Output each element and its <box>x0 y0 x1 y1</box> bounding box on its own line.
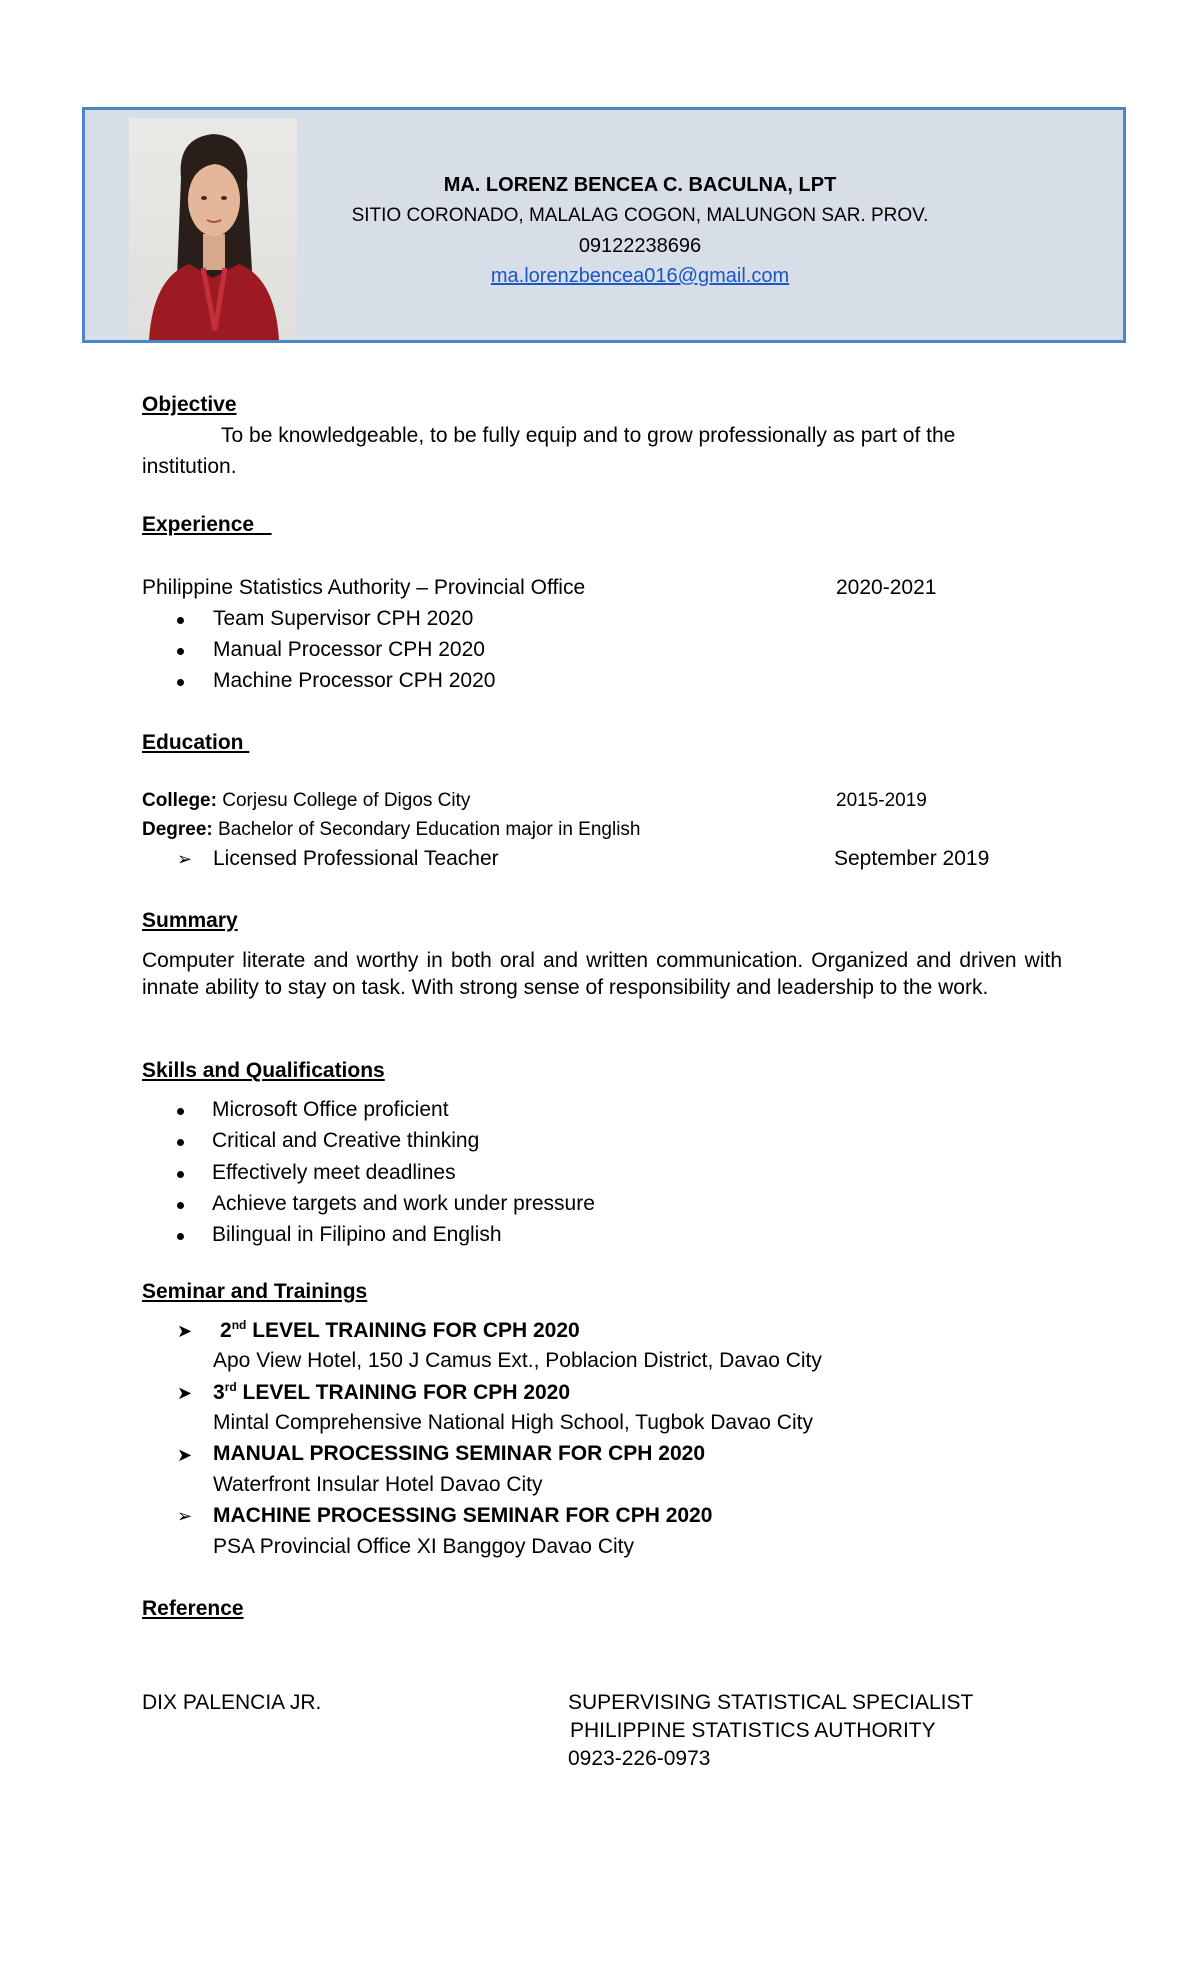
phone-number: 09122238696 <box>578 235 702 257</box>
bullet-icon <box>177 1202 184 1209</box>
reference-heading: Reference <box>142 1597 244 1620</box>
seminars-heading: Seminar and Trainings <box>142 1280 368 1303</box>
experience-employer: Philippine Statistics Authority – Provincial Office <box>142 576 586 599</box>
skill-item: Microsoft Office proficient <box>212 1098 449 1121</box>
objective-line-1: To be knowledgeable, to be fully equip and to grow professionally as part of the <box>221 424 956 447</box>
bullet-icon <box>177 1139 184 1146</box>
experience-role: Machine Processor CPH 2020 <box>213 669 496 692</box>
seminar-title: MANUAL PROCESSING SEMINAR FOR CPH 2020 <box>213 1442 706 1465</box>
skill-item: Bilingual in Filipino and English <box>212 1223 502 1246</box>
skill-item: Achieve targets and work under pressure <box>212 1192 595 1215</box>
license-date: September 2019 <box>834 847 990 870</box>
education-degree: Degree: Bachelor of Secondary Education major in English <box>142 819 641 840</box>
bullet-icon <box>177 1108 184 1115</box>
bullet-icon <box>177 1171 184 1178</box>
objective-heading: Objective <box>142 393 237 416</box>
reference-agency: PHILIPPINE STATISTICS AUTHORITY <box>570 1719 936 1742</box>
summary-text: Computer literate and worthy in both oral and written communication. Organized and driven with innate ability to stay on task. With strong sense of responsibility and leadership to the work. <box>142 949 1062 999</box>
reference-name: DIX PALENCIA JR. <box>142 1691 322 1714</box>
arrow-bullet-icon: ➢ <box>177 1506 193 1526</box>
experience-role: Team Supervisor CPH 2020 <box>213 607 474 630</box>
skill-item: Critical and Creative thinking <box>212 1129 480 1152</box>
skill-item: Effectively meet deadlines <box>212 1161 456 1184</box>
objective-line-2: institution. <box>142 455 237 478</box>
bullet-icon <box>177 679 184 686</box>
education-years: 2015-2019 <box>836 790 927 811</box>
seminar-title: MACHINE PROCESSING SEMINAR FOR CPH 2020 <box>213 1504 713 1527</box>
arrow-bullet-icon: ➤ <box>177 1445 193 1465</box>
seminar-venue: Waterfront Insular Hotel Davao City <box>213 1473 543 1496</box>
bullet-icon <box>177 617 184 624</box>
seminar-title: 2nd LEVEL TRAINING FOR CPH 2020 <box>220 1318 580 1342</box>
license: Licensed Professional Teacher <box>213 847 499 870</box>
seminar-venue: Mintal Comprehensive National High School, Tugbok Davao City <box>213 1411 813 1434</box>
address: SITIO CORONADO, MALALAG COGON, MALUNGON SAR. PROV. <box>351 205 929 226</box>
full-name: MA. LORENZ BENCEA C. BACULNA, LPT <box>443 174 837 196</box>
education-heading: Education <box>142 731 244 754</box>
profile-photo <box>129 118 297 340</box>
skills-heading: Skills and Qualifications <box>142 1059 385 1082</box>
bullet-icon <box>177 1233 184 1240</box>
arrow-bullet-icon: ➤ <box>177 1383 193 1403</box>
arrow-bullet-icon: ➤ <box>177 1321 193 1341</box>
experience-heading: Experience <box>142 513 255 536</box>
reference-phone: 0923-226-0973 <box>568 1747 711 1770</box>
email-link[interactable]: ma.lorenzbencea016@gmail.com <box>490 265 790 287</box>
bullet-icon <box>177 648 184 655</box>
arrow-bullet-icon: ➢ <box>177 849 193 869</box>
seminar-venue: PSA Provincial Office XI Banggoy Davao City <box>213 1535 634 1558</box>
experience-years: 2020-2021 <box>836 576 937 599</box>
summary-heading: Summary <box>142 909 238 932</box>
experience-role: Manual Processor CPH 2020 <box>213 638 485 661</box>
reference-position: SUPERVISING STATISTICAL SPECIALIST <box>568 1691 974 1714</box>
seminar-title: 3rd LEVEL TRAINING FOR CPH 2020 <box>213 1380 571 1404</box>
education-college: College: Corjesu College of Digos City <box>142 790 471 811</box>
seminar-venue: Apo View Hotel, 150 J Camus Ext., Poblacion District, Davao City <box>213 1349 822 1372</box>
